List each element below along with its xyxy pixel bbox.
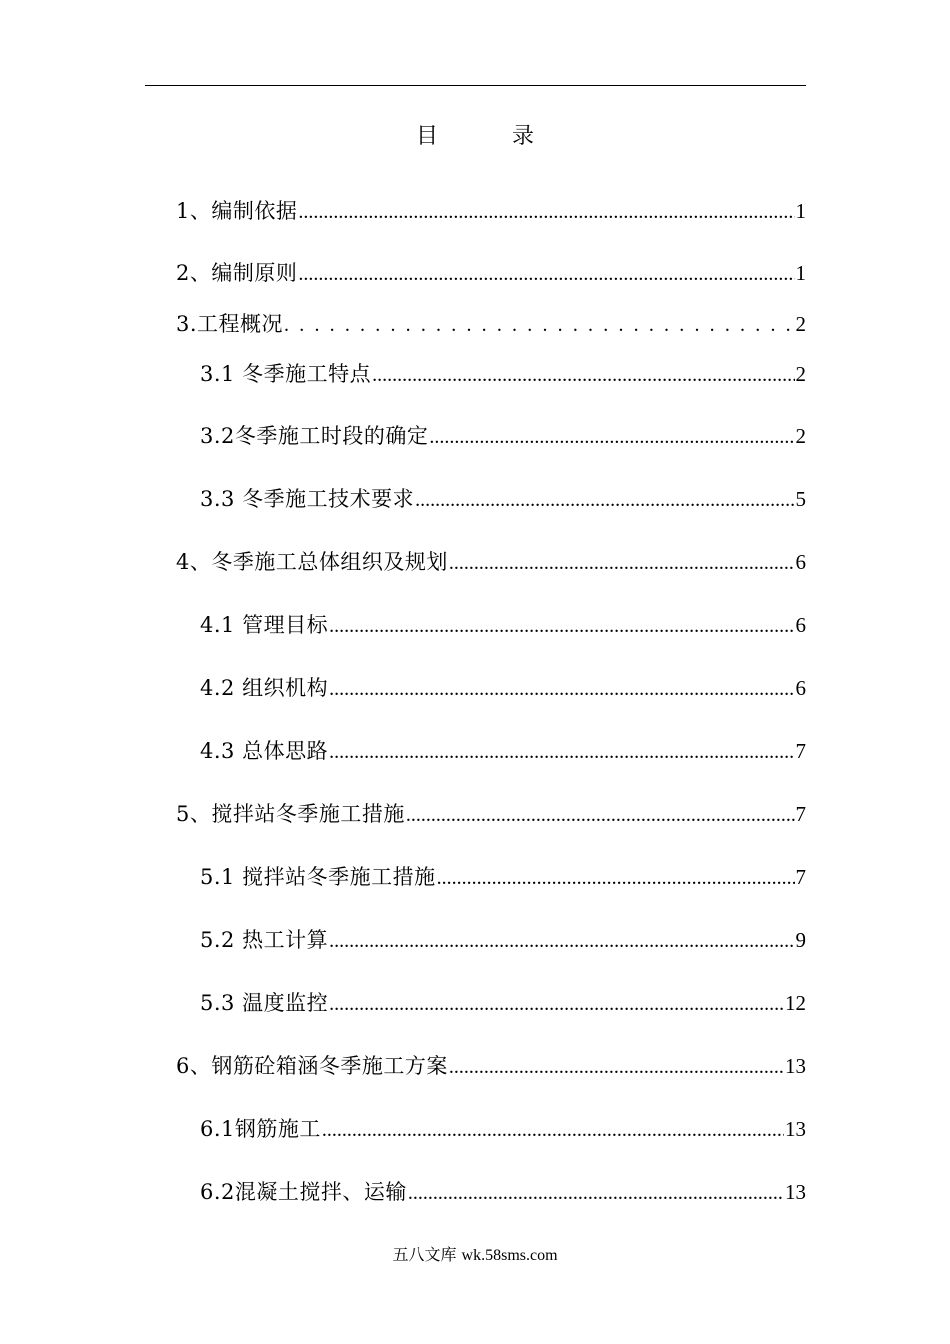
toc-entry-label: 5、搅拌站冬季施工措施 — [176, 802, 405, 826]
toc-leader-dots — [429, 421, 794, 453]
toc-entry-6-2[interactable] — [200, 1176, 806, 1208]
toc-entry-label: 6.2混凝土搅拌、运输 — [200, 1180, 407, 1204]
toc-leader-dots — [298, 258, 794, 290]
toc-leader-dots — [329, 736, 794, 768]
page-footer — [0, 1244, 950, 1267]
toc-leader-dots — [372, 359, 794, 391]
toc-entry-3-1[interactable] — [200, 358, 806, 390]
toc-entry-page: 6 — [795, 676, 806, 700]
toc-entry-label: 4.2 组织机构 — [200, 676, 329, 700]
toc-entry-4[interactable] — [176, 546, 806, 578]
toc-entry-4-3[interactable] — [200, 735, 806, 767]
toc-entry-page: 13 — [785, 1117, 806, 1141]
toc-entry-label: 6.1钢筋施工 — [200, 1117, 321, 1141]
toc-entry-6[interactable] — [176, 1050, 806, 1082]
toc-entry-2[interactable] — [176, 257, 806, 289]
toc-entry-4-1[interactable] — [200, 609, 806, 641]
toc-entry-label: 3.3 冬季施工技术要求 — [200, 487, 415, 511]
toc-entry-page: 7 — [795, 739, 806, 763]
toc-entry-page: 13 — [785, 1054, 806, 1078]
toc-entry-page: 1 — [795, 261, 806, 285]
toc-entry-5-1[interactable] — [200, 861, 806, 893]
toc-leader-dots — [408, 1177, 784, 1209]
toc-leader-dots — [298, 196, 794, 228]
toc-leader-dots — [437, 862, 795, 894]
toc-entry-label: 5.2 热工计算 — [200, 928, 329, 952]
toc-title: 目 录 — [415, 124, 560, 149]
toc-entry-label: 3.1 冬季施工特点 — [200, 362, 372, 386]
toc-entry-5-3[interactable] — [200, 987, 806, 1019]
toc-entry-page: 2 — [795, 362, 806, 386]
toc-leader-dots — [329, 925, 794, 957]
toc-leader-dots — [449, 547, 795, 579]
toc-entry-label: 3.2冬季施工时段的确定 — [200, 424, 429, 448]
toc-leader-dots — [329, 610, 794, 642]
toc-entry-page: 2 — [795, 312, 806, 336]
toc-entry-4-2[interactable] — [200, 672, 806, 704]
toc-entry-label: 3.工程概况 — [176, 312, 284, 336]
toc-entry-page: 5 — [795, 487, 806, 511]
toc-entry-page: 6 — [795, 613, 806, 637]
toc-leader-dots — [329, 988, 784, 1020]
toc-entry-label: 2、编制原则 — [176, 261, 298, 285]
toc-entry-page: 1 — [795, 199, 806, 223]
toc-entry-label: 4.1 管理目标 — [200, 613, 329, 637]
toc-leader-dots — [329, 673, 794, 705]
toc-entry-label: 5.3 温度监控 — [200, 991, 329, 1015]
toc-entry-label: 4.3 总体思路 — [200, 739, 329, 763]
toc-entry-6-1[interactable] — [200, 1113, 806, 1145]
toc-entry-3-2[interactable] — [200, 420, 806, 452]
toc-entry-page: 7 — [795, 865, 806, 889]
toc-entry-page: 12 — [785, 991, 806, 1015]
toc-entry-page: 2 — [795, 424, 806, 448]
toc-entry-label: 6、钢筋砼箱涵冬季施工方案 — [176, 1054, 448, 1078]
toc-leader-dots — [449, 1051, 784, 1083]
toc-entry-page: 9 — [795, 928, 806, 952]
toc-leader-dots — [284, 309, 794, 341]
toc-leader-dots — [406, 799, 795, 831]
toc-leader-dots — [322, 1114, 784, 1146]
toc-leader-dots — [415, 484, 794, 516]
toc-entry-1[interactable] — [176, 195, 806, 227]
toc-entry-3[interactable] — [176, 308, 806, 340]
toc-entry-page: 13 — [785, 1180, 806, 1204]
toc-entry-page: 7 — [795, 802, 806, 826]
footer-site-link[interactable]: wk.58sms.com — [461, 1247, 558, 1264]
toc-entry-label: 5.1 搅拌站冬季施工措施 — [200, 865, 436, 889]
toc-entry-3-3[interactable] — [200, 483, 806, 515]
toc-entry-5-2[interactable] — [200, 924, 806, 956]
toc-entry-page: 6 — [795, 550, 806, 574]
footer-brand: 五八文库 — [392, 1245, 457, 1264]
toc-entry-5[interactable] — [176, 798, 806, 830]
toc-entry-label: 1、编制依据 — [176, 199, 298, 223]
toc-entry-label: 4、冬季施工总体组织及规划 — [176, 550, 448, 574]
